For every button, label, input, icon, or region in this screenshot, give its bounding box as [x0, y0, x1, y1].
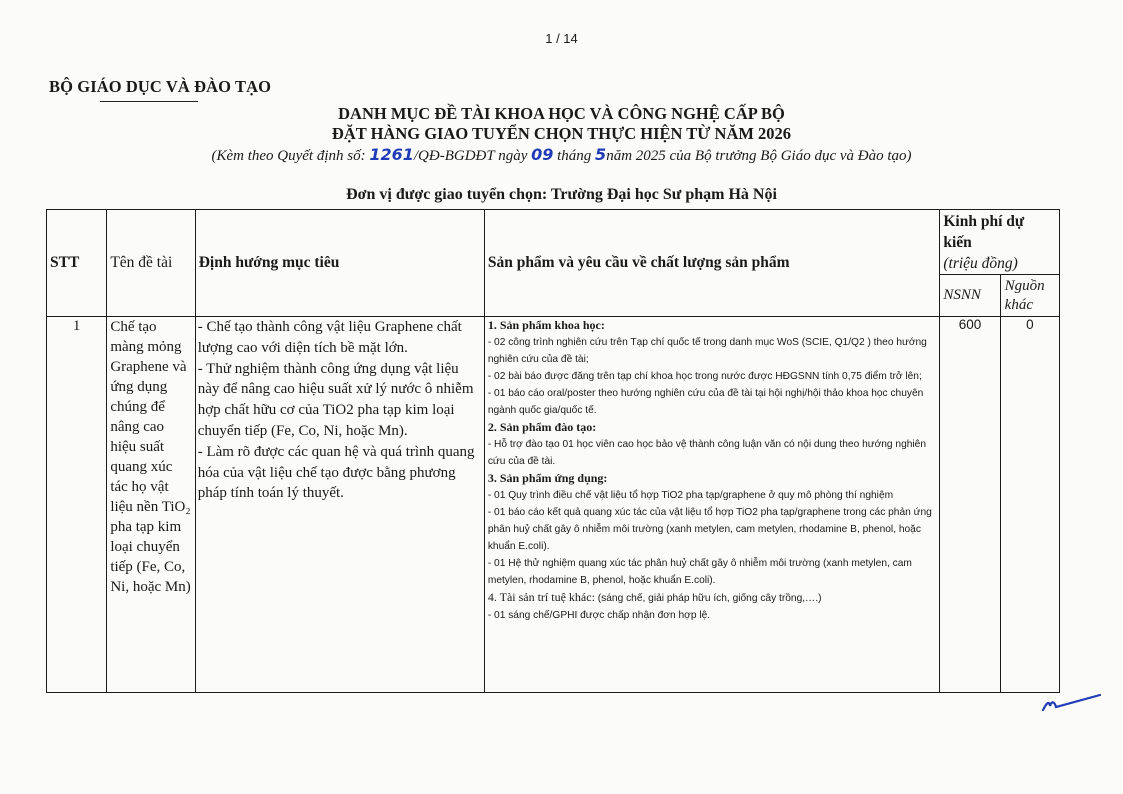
header-kinh-phi	[940, 210, 1060, 275]
header-kinh-phi-label: Kinh phí dự kiến	[943, 213, 1025, 251]
header-nsnn: NSNN	[940, 275, 1000, 317]
page-number: 1 / 14	[545, 31, 578, 46]
cell-stt: 1	[47, 317, 107, 693]
objective-item: - Thử nghiệm thành công ứng dụng vật liệu này để nâng cao hiệu suất xử lý nước ô nhiễm hợp chất hữu cơ của TiO2 pha tạp kim loại chuyển tiếp (Fe, Co, Ni, hoặc Mn).	[197, 360, 474, 439]
document-title-line1: DANH MỤC ĐỀ TÀI KHOA HỌC VÀ CÔNG NGHỆ CẤP BỘ	[338, 104, 785, 123]
decision-reference	[0, 145, 1123, 165]
assigned-unit: Đơn vị được giao tuyển chọn: Trường Đại học Sư phạm Hà Nội	[346, 186, 777, 203]
product-section-title: 1. Sản phẩm khoa học:	[487, 318, 605, 332]
product-item: - 01 báo cáo kết quả quang xúc tác của vật liệu tổ hợp TiO2 pha tạp/graphene trong các phản ứng phân huỷ chất gây ô nhiễm môi trường (xanh metylen, cam metylen, rhodamine B, phenol, hoặc khuẩn E.coli).	[487, 507, 932, 552]
decision-suffix: năm 2025 của Bộ trưởng Bộ Giáo dục và Đào tạo)	[606, 148, 912, 164]
decision-day-handwritten: 09	[531, 145, 554, 164]
product-item: - 01 sáng chế/GPHI được chấp nhận đơn hợp lệ.	[487, 610, 711, 621]
table-row	[47, 317, 1060, 693]
ministry-underline	[100, 101, 198, 102]
header-kinh-phi-unit: (triệu đồng)	[943, 255, 1018, 272]
header-nguon-khac: Nguồn khác	[1000, 275, 1059, 317]
decision-mid2: tháng	[553, 148, 596, 164]
cell-dinh-huong	[195, 317, 484, 693]
product-section-note: (sáng chế, giải pháp hữu ích, giống cây trồng,….)	[594, 593, 822, 604]
decision-prefix: (Kèm theo Quyết định số:	[211, 148, 370, 164]
decision-mid1: /QĐ-BGDĐT ngày	[413, 148, 532, 164]
document-title-line2: ĐẶT HÀNG GIAO TUYỂN CHỌN THỰC HIỆN TỪ NĂM 2026	[331, 124, 792, 143]
cell-san-pham	[484, 317, 940, 693]
decision-number-handwritten: 1261	[369, 145, 414, 164]
product-section-title: 3. Sản phẩm ứng dụng:	[487, 471, 608, 485]
product-item: - Hỗ trợ đào tạo 01 học viên cao học bảo vệ thành công luận văn có nội dung theo hướng nghiên cứu của đề tài.	[487, 439, 927, 467]
product-section-title: 2. Sản phẩm đào tạo:	[487, 420, 597, 434]
header-dinh-huong: Định hướng mục tiêu	[195, 210, 484, 317]
ministry-name: BỘ GIÁO DỤC VÀ ĐÀO TẠO	[49, 77, 272, 96]
objective-item: - Làm rõ được các quan hệ và quá trình quang hóa của vật liệu chế tạo được bằng phương pháp tính toán lý thuyết.	[197, 443, 475, 502]
cell-nguon-khac: 0	[1000, 317, 1059, 693]
initials-signature-icon	[1040, 690, 1104, 716]
cell-ten-de-tai: Chế tạo màng mỏng Graphene và ứng dụng chúng để nâng cao hiệu suất quang xúc tác họ vật liệu nền TiO₂ pha tạp kim loại chuyển tiếp (Fe, Co, Ni, hoặc Mn)	[107, 317, 195, 693]
topics-table	[46, 209, 1060, 693]
cell-nsnn: 600	[940, 317, 1000, 693]
header-san-pham: Sản phẩm và yêu cầu về chất lượng sản phẩm	[484, 210, 940, 317]
product-item: - 02 công trình nghiên cứu trên Tạp chí quốc tế trong danh mục WoS (SCIE, Q1/Q2 ) theo hướng nghiên cứu của đề tài;	[487, 337, 927, 365]
header-ten-de-tai: Tên đề tài	[107, 210, 195, 317]
product-item: - 02 bài báo được đăng trên tạp chí khoa học trong nước được HĐGSNN tính 0,75 điểm trở lên;	[487, 371, 922, 382]
product-item: - 01 Hệ thử nghiệm quang xúc tác phân huỷ chất gây ô nhiễm môi trường (xanh metylen, cam metylen, rhodamine B, phenol, hoặc khuẩn E.coli).	[487, 558, 912, 586]
product-section-title: 4. Tài sản trí tuệ khác:	[487, 590, 595, 604]
product-item: - 01 báo cáo oral/poster theo hướng nghiên cứu của đề tài tại hội nghị/hội thảo khoa học chuyên ngành quốc gia/quốc tế.	[487, 388, 924, 416]
header-stt: STT	[47, 210, 107, 317]
product-item: - 01 Quy trình điều chế vật liệu tổ hợp TiO2 pha tạp/graphene ở quy mô phòng thí nghiệm	[487, 490, 894, 501]
decision-month-handwritten: 5	[595, 145, 607, 164]
objective-item: - Chế tạo thành công vật liệu Graphene chất lượng cao với diện tích bề mặt lớn.	[197, 319, 462, 356]
